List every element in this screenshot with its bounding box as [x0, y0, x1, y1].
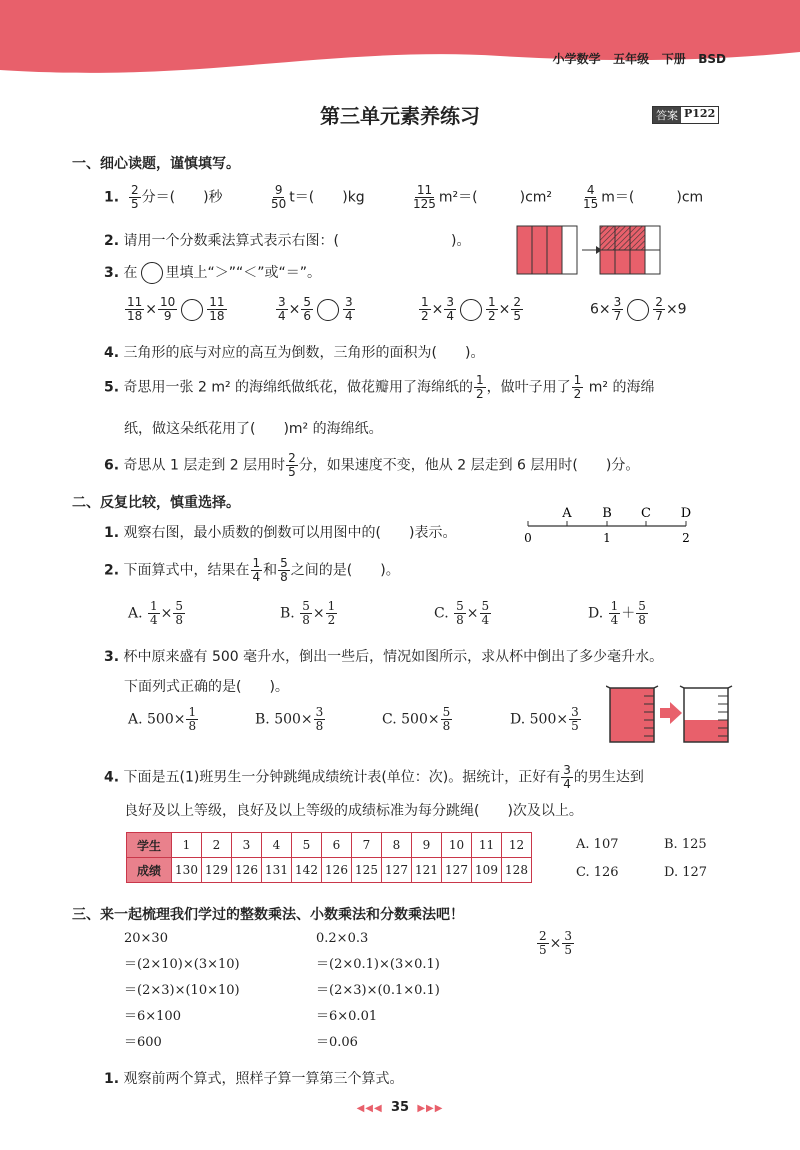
score-cell: 129 — [202, 858, 232, 883]
student-cell: 7 — [352, 833, 382, 858]
score-cell: 127 — [442, 858, 472, 883]
blank-text: m＝( )cm — [601, 189, 704, 206]
numerator: 1 — [488, 295, 496, 309]
tick-label-0: 0 — [524, 531, 532, 545]
fraction — [581, 184, 600, 211]
option-value: 127 — [682, 865, 708, 880]
q-text: 的男生达到 — [573, 769, 644, 786]
student-cell: 5 — [292, 833, 322, 858]
q-number: 1. — [104, 189, 120, 206]
compare-circle-input[interactable] — [181, 299, 203, 321]
option-label: C. — [576, 865, 590, 880]
option-expr: 500× — [529, 711, 569, 728]
denominator: 8 — [280, 570, 288, 584]
blank-text: 分＝( )秒 — [141, 189, 223, 206]
operand: 6 — [590, 301, 599, 318]
q-text: 分，如果速度不变，他从 2 层走到 6 层用时( )分。 — [298, 457, 640, 474]
blank-text: t＝( )kg — [289, 189, 365, 206]
s1-q1-b — [268, 184, 365, 211]
answer-page: P122 — [684, 107, 716, 120]
section-3-heading: 三、来一起梳理我们学过的整数乘法、小数乘法和分数乘法吧！ — [72, 907, 464, 923]
page-number: 35 — [390, 1100, 410, 1115]
q-text: 观察前两个算式，照样子算一算第三个算式。 — [123, 1071, 404, 1087]
student-cell: 1 — [172, 833, 202, 858]
numerator: 1 — [252, 556, 261, 570]
beaker-diagram — [606, 680, 736, 746]
volume-tag: 下册 — [661, 52, 686, 66]
denominator: 5 — [571, 719, 579, 733]
s1-q3 — [104, 262, 321, 284]
fraction — [269, 184, 288, 211]
score-cell: 128 — [502, 858, 532, 883]
denominator: 4 — [563, 777, 571, 791]
row-label: 学生 — [127, 833, 172, 858]
step-line: ＝0.06 — [316, 1035, 358, 1050]
s2-q4-option-c[interactable] — [576, 860, 619, 886]
denominator: 7 — [613, 309, 622, 323]
option-label: D. — [588, 605, 604, 622]
q-text: 杯中原来盛有 500 毫升水，倒出一些后，情况如图所示，求从杯中倒出了多少毫升水。 — [123, 649, 664, 665]
operator: × — [160, 605, 173, 622]
denominator: 18 — [209, 309, 225, 323]
number-line — [518, 502, 698, 546]
student-cell: 9 — [412, 833, 442, 858]
page-title: 第三单元素养练习 — [320, 104, 480, 128]
numerator: 11 — [127, 295, 143, 309]
denominator: 8 — [456, 613, 464, 627]
s1-q1-c — [410, 184, 552, 211]
fraction-mult-expression: $\frac{2}{5}$ × $\frac{3}{5}$ — [539, 929, 573, 957]
s2-q4-option-b[interactable] — [664, 832, 707, 858]
denominator: 18 — [127, 309, 143, 323]
numerator: 5 — [638, 599, 646, 613]
s1-q4 — [104, 342, 484, 362]
score-row — [127, 858, 532, 883]
q-text: m² 的海绵 — [588, 379, 655, 396]
numerator: 3 — [564, 929, 573, 943]
numerator: 2 — [130, 183, 139, 197]
line-letter-c: C — [641, 506, 651, 521]
numerator: 2 — [655, 295, 663, 309]
q-number: 4. — [104, 345, 120, 361]
option-value: 125 — [681, 837, 707, 852]
denominator: 4 — [481, 613, 490, 627]
step-line: 20×30 — [124, 931, 168, 946]
denominator: 4 — [446, 309, 455, 323]
q-text-post: 里填上“＞”“＜”或“＝”。 — [165, 265, 322, 281]
denominator: 50 — [271, 197, 287, 211]
line-letter-d: D — [680, 506, 692, 521]
compare-circle-input[interactable] — [317, 299, 339, 321]
numerator: 5 — [442, 705, 451, 719]
s2-q4-line1 — [104, 764, 644, 791]
q-text: ，做叶子用了 — [486, 379, 571, 396]
q-number: 1. — [104, 525, 120, 541]
score-cell: 126 — [322, 858, 352, 883]
score-cell: 131 — [262, 858, 292, 883]
student-row — [127, 833, 532, 858]
numerator: 4 — [586, 183, 595, 197]
step-line: ＝(2×3)×(0.1×0.1) — [316, 983, 440, 998]
answer-label: 答案 — [653, 107, 681, 123]
q-number: 4. — [104, 769, 120, 786]
numerator: 5 — [481, 599, 490, 613]
s1-q5-line2: 纸，做这朵纸花用了( )m² 的海绵纸。 — [124, 421, 383, 437]
tick-label-2: 2 — [682, 531, 690, 545]
edition-tag: BSD — [698, 52, 726, 66]
numerator: 1 — [421, 295, 429, 309]
student-cell: 11 — [472, 833, 502, 858]
denominator: 125 — [413, 197, 436, 211]
s2-q1 — [104, 522, 456, 542]
s2-q2-option-a[interactable] — [128, 600, 186, 627]
denominator: 8 — [175, 613, 184, 627]
q-text: 三角形的底与对应的高互为倒数，三角形的面积为( )。 — [123, 345, 485, 361]
option-expr: 500× — [147, 711, 186, 728]
step-line: ＝(2×0.1)×(3×0.1) — [316, 957, 440, 972]
denominator: 8 — [638, 613, 646, 627]
option-label: C. — [434, 605, 449, 622]
s2-q3-option-c[interactable] — [382, 706, 453, 733]
numerator: 2 — [539, 929, 547, 943]
denominator: 8 — [188, 719, 197, 733]
q-text: 奇思从 1 层走到 2 层用时 — [123, 457, 286, 474]
student-cell: 6 — [322, 833, 352, 858]
score-cell: 121 — [412, 858, 442, 883]
s1-q1 — [104, 184, 223, 211]
denominator: 4 — [345, 309, 353, 323]
s1-q5-line1 — [104, 374, 654, 401]
answer-badge[interactable] — [652, 106, 719, 124]
operand: 9 — [677, 301, 687, 318]
fraction — [129, 184, 141, 211]
section-1-heading: 一、细心读题，谨慎填写。 — [72, 156, 240, 172]
denominator: 7 — [655, 309, 663, 323]
s1-q3-e4: 6× $\frac{3}{7}$ $\frac{2}{7}$ ×9 — [590, 295, 687, 323]
score-cell: 109 — [472, 858, 502, 883]
s2-q3-line1 — [104, 646, 663, 666]
denominator: 2 — [573, 387, 582, 401]
student-cell: 4 — [262, 833, 292, 858]
q-text: 请用一个分数乘法算式表示右图：( )。 — [123, 233, 471, 249]
s2-q3-option-a[interactable] — [128, 706, 199, 733]
student-cell: 8 — [382, 833, 412, 858]
numerator: 2 — [513, 295, 522, 309]
numerator: 5 — [456, 599, 464, 613]
student-cell: 3 — [232, 833, 262, 858]
s3-q1 — [104, 1068, 404, 1088]
blank-text: m²＝( )cm² — [438, 189, 553, 206]
option-label: A. — [128, 605, 143, 622]
denominator: 2 — [476, 387, 484, 401]
numerator: 2 — [288, 451, 296, 465]
denominator: 2 — [421, 309, 429, 323]
option-label: A. — [576, 837, 590, 852]
numerator: 1 — [573, 373, 582, 387]
header-band — [0, 0, 800, 80]
numerator: 3 — [446, 295, 455, 309]
s2-q3-line2: 下面列式正确的是( )。 — [124, 679, 289, 695]
option-value: 126 — [593, 865, 619, 880]
grade-tag: 五年级 — [613, 52, 650, 66]
s2-q2-option-b[interactable] — [280, 600, 338, 627]
numerator: 1 — [150, 599, 158, 613]
option-label: C. — [382, 711, 397, 728]
s1-q2 — [104, 230, 470, 250]
s1-q1-d — [580, 184, 703, 211]
fraction — [411, 184, 438, 211]
numerator: 1 — [476, 373, 484, 387]
s1-q3-e1: $\frac{11}{18}$ × $\frac{10}{9}$ $\frac{11}{18}$ — [127, 295, 225, 323]
section-2-heading: 二、反复比较，慎重选择。 — [72, 495, 240, 511]
numerator: 1 — [188, 705, 197, 719]
numerator: 5 — [175, 599, 184, 613]
q-text: 下面算式中，结果在 — [123, 562, 250, 579]
operator: ＋ — [621, 605, 636, 622]
student-cell: 10 — [442, 833, 472, 858]
denominator: 8 — [315, 719, 324, 733]
numerator: 1 — [610, 599, 619, 613]
s2-q2-option-c[interactable] — [434, 600, 492, 627]
s2-q2-option-d[interactable] — [588, 600, 649, 627]
step-line: ＝600 — [124, 1035, 162, 1050]
numerator: 3 — [315, 705, 324, 719]
denominator: 9 — [163, 309, 172, 323]
numerator: 3 — [345, 295, 353, 309]
step-line: ＝(2×10)×(3×10) — [124, 957, 240, 972]
numerator: 5 — [302, 599, 310, 613]
s2-q4-option-a[interactable] — [576, 832, 619, 858]
denominator: 5 — [288, 465, 296, 479]
q-text: 之间的是( )。 — [290, 562, 400, 579]
option-expr: 500× — [274, 711, 313, 728]
step-line: ＝6×0.01 — [316, 1009, 378, 1024]
q-text: 观察右图，最小质数的倒数可以用图中的( )表示。 — [123, 525, 457, 541]
numerator: 5 — [303, 295, 312, 309]
denominator: 4 — [278, 309, 286, 323]
s2-q2 — [104, 557, 400, 584]
tick-label-1: 1 — [603, 531, 611, 545]
numerator: 5 — [280, 556, 288, 570]
q-text: 奇思用一张 2 m² 的海绵纸做纸花，做花瓣用了海绵纸的 — [123, 379, 474, 396]
score-cell: 126 — [232, 858, 262, 883]
q-text-pre: 在 — [123, 265, 138, 281]
page-footer — [0, 1100, 800, 1115]
numerator: 3 — [278, 295, 286, 309]
option-label: B. — [255, 711, 270, 728]
denominator: 5 — [564, 943, 573, 957]
row-label: 成绩 — [127, 858, 172, 883]
numerator: 11 — [209, 295, 225, 309]
operator: × — [312, 605, 325, 622]
option-label: A. — [128, 711, 143, 728]
student-cell: 12 — [502, 833, 532, 858]
s2-q3-option-d[interactable] — [510, 706, 582, 733]
numerator: 3 — [563, 763, 571, 777]
denominator: 5 — [539, 943, 547, 957]
score-cell: 125 — [352, 858, 382, 883]
option-value: 107 — [593, 837, 619, 852]
denominator: 2 — [488, 309, 496, 323]
compare-circle — [141, 262, 163, 284]
option-label: D. — [664, 865, 679, 880]
numerator: 11 — [416, 183, 433, 197]
q-number: 3. — [104, 649, 120, 665]
numerator: 3 — [571, 705, 579, 719]
q-number: 1. — [104, 1071, 120, 1087]
numerator: 10 — [160, 295, 176, 309]
s1-q3-e3: $\frac{1}{2}$ × $\frac{3}{4}$ $\frac{1}{2}$ × $\frac{2}{5}$ — [421, 295, 522, 323]
s2-q4-line2: 良好及以上等级，良好及以上等级的成绩标准为每分跳绳( )次及以上。 — [124, 803, 583, 819]
next-arrows-icon[interactable]: ▶▶▶ — [417, 1103, 444, 1114]
q-text: 下面是五(1)班男生一分钟跳绳成绩统计表(单位：次)。据统计，正好有 — [123, 769, 561, 786]
numerator: 9 — [274, 183, 283, 197]
q-number: 2. — [104, 562, 120, 579]
score-cell: 130 — [172, 858, 202, 883]
denominator: 2 — [327, 613, 336, 627]
s2-q3-option-b[interactable] — [255, 706, 326, 733]
step-line: ＝6×100 — [124, 1009, 181, 1024]
step-line: 0.2×0.3 — [316, 931, 369, 946]
integer-mult-column — [124, 926, 240, 1056]
q-number: 5. — [104, 379, 120, 396]
denominator: 4 — [150, 613, 158, 627]
denominator: 5 — [513, 309, 522, 323]
line-letter-a: A — [562, 506, 572, 521]
denominator: 8 — [302, 613, 310, 627]
step-line: ＝(2×3)×(10×10) — [124, 983, 240, 998]
s2-q4-option-d[interactable] — [664, 860, 707, 886]
decimal-mult-column — [316, 926, 440, 1056]
operator: × — [466, 605, 479, 622]
prev-arrows-icon[interactable]: ◀◀◀ — [356, 1103, 383, 1114]
numerator: 3 — [613, 295, 622, 309]
option-expr: 500× — [401, 711, 440, 728]
s1-q3-e2: $\frac{3}{4}$ × $\frac{5}{6}$ $\frac{3}{4}$ — [278, 295, 353, 323]
denominator: 4 — [610, 613, 619, 627]
numerator: 1 — [327, 599, 336, 613]
denominator: 15 — [583, 197, 599, 211]
score-cell: 142 — [292, 858, 322, 883]
header-tags — [553, 50, 726, 67]
option-label: B. — [664, 837, 678, 852]
denominator: 4 — [252, 570, 261, 584]
score-cell: 127 — [382, 858, 412, 883]
student-cell: 2 — [202, 833, 232, 858]
q-number: 2. — [104, 233, 120, 249]
subject-tag: 小学数学 — [552, 52, 601, 66]
s1-q6 — [104, 452, 639, 479]
q-number: 3. — [104, 265, 120, 281]
q-text: 和 — [263, 562, 278, 579]
option-label: B. — [280, 605, 295, 622]
denominator: 8 — [442, 719, 451, 733]
compare-circle-input[interactable] — [460, 299, 482, 321]
jump-rope-table — [126, 832, 532, 883]
compare-circle-input[interactable] — [627, 299, 649, 321]
line-letter-b: B — [602, 506, 612, 521]
option-label: D. — [510, 711, 526, 728]
denominator: 5 — [130, 197, 139, 211]
fraction-area-diagram — [516, 222, 662, 278]
q-number: 6. — [104, 457, 120, 474]
denominator: 6 — [303, 309, 312, 323]
